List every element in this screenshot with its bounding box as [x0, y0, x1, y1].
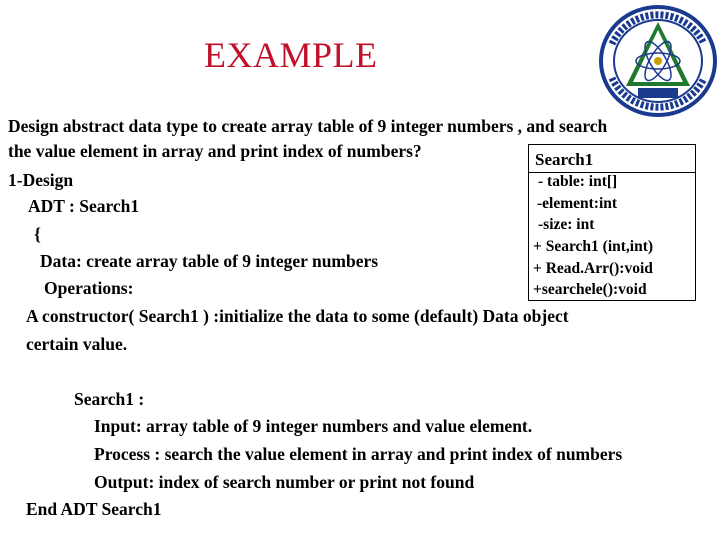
data-line: Data: create array table of 9 integer numbers — [40, 251, 379, 271]
constructor-line-cont: certain value. — [26, 334, 128, 354]
uml-class-name: Search1 — [535, 150, 594, 169]
end-adt-line: End ADT Search1 — [26, 499, 162, 519]
output-line: Output: index of search number or print not found — [94, 472, 475, 492]
operations-heading: Operations: — [44, 278, 134, 298]
search1-heading: Search1 : — [74, 389, 145, 409]
uml-method: +searchele():void — [533, 281, 647, 298]
uml-attribute: - table: int[] — [538, 173, 618, 190]
uml-class-box — [528, 144, 696, 301]
open-brace: { — [34, 224, 41, 244]
process-line: Process : search the value element in array and print index of numbers — [94, 444, 623, 464]
uml-method: + Read.Arr():void — [533, 260, 653, 277]
uml-attribute: -size: int — [538, 216, 595, 233]
uml-class-header — [529, 145, 695, 173]
constructor-line: A constructor( Search1 ) :initialize the data to some (default) Data object — [26, 306, 569, 326]
problem-statement-line-2: the value element in array and print index of numbers? — [8, 141, 422, 161]
university-logo — [598, 4, 718, 118]
uml-attribute: -element:int — [537, 195, 618, 212]
input-line: Input: array table of 9 integer numbers and value element. — [94, 416, 533, 436]
problem-statement-line-1: Design abstract data type to create array table of 9 integer numbers , and search — [8, 116, 608, 136]
uml-method: + Search1 (int,int) — [533, 238, 654, 255]
design-heading: 1-Design — [8, 170, 74, 190]
slide-title: EXAMPLE — [204, 35, 378, 75]
adt-heading: ADT : Search1 — [28, 196, 140, 216]
